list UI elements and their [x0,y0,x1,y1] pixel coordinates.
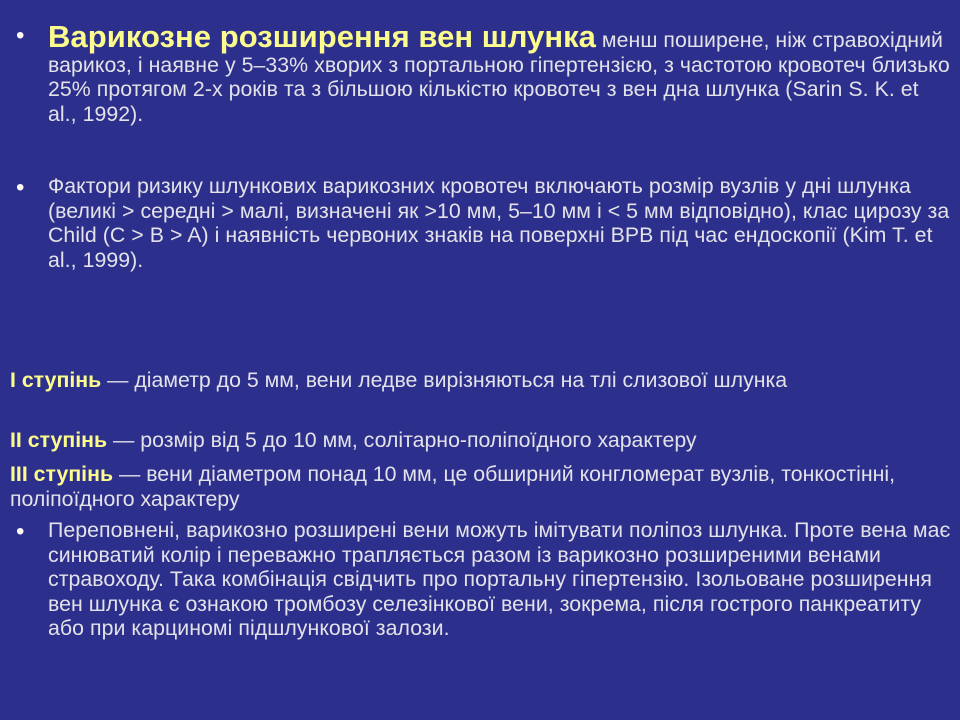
bullet-marker: • [16,518,25,545]
bullet-item-1 [16,19,952,126]
bullet-marker: • [16,174,25,201]
bullet-text: Переповнені, варикозно розширені вени можуть імітувати поліпоз шлунка. Проте вена має синюватий колір і переважно трапляється разом із варикозно розширеними венами стравоходу. Така комбінація свідчить про портальну гіпертензію. Ізольоване розширення вен шлунка є ознакою тромбозу селезінкової вени, зокрема, після гострого панкреатиту або при карциномі підшлункової залози. [48,518,951,641]
grade-text: — розмір від 5 до 10 мм, солітарно-поліпоїдного характеру [107,428,697,452]
grade-1 [10,368,952,393]
grade-3 [10,462,952,511]
bullet-text [48,19,952,126]
grade-label: III ступінь [10,462,114,486]
grade-label: II ступінь [10,428,108,452]
bullet-text: Фактори ризику шлункових варикозних кровотеч включають розмір вузлів у дні шлунка (великі > середні > малі, визначені як >10 мм, 5–10 мм і < 5 мм відповідно), клас цирозу за Child (C > B > A) і наявність червоних знаків на поверхні ВРВ під час ендоскопії (Kim T. et al., 1999). [48,174,950,272]
bullet-marker: • [16,22,25,49]
grade-text: — діаметр до 5 мм, вени ледве вирізняються на тлі слизової шлунка [101,368,788,392]
bullet-item-2 [16,174,952,272]
grade-2 [10,428,952,453]
grade-text: — вени діаметром понад 10 мм, це обширний конгломерат вузлів, тонкостінні, поліпоїдного характеру [10,462,896,511]
bullet-body: менш поширене, ніж стравохідний варикоз, і наявне у 5–33% хворих з портальною гіпертензією, з частотою кровотеч близько 25% протягом 2-х років та з більшою кількістю кровотеч з вен дна шлунка (Sarin S. K. et al., 1992). [48,28,950,126]
grade-label: I ступінь [10,368,102,392]
bullet-item-3 [16,518,952,641]
slide-heading: Варикозне розширення вен шлунка [48,19,596,54]
